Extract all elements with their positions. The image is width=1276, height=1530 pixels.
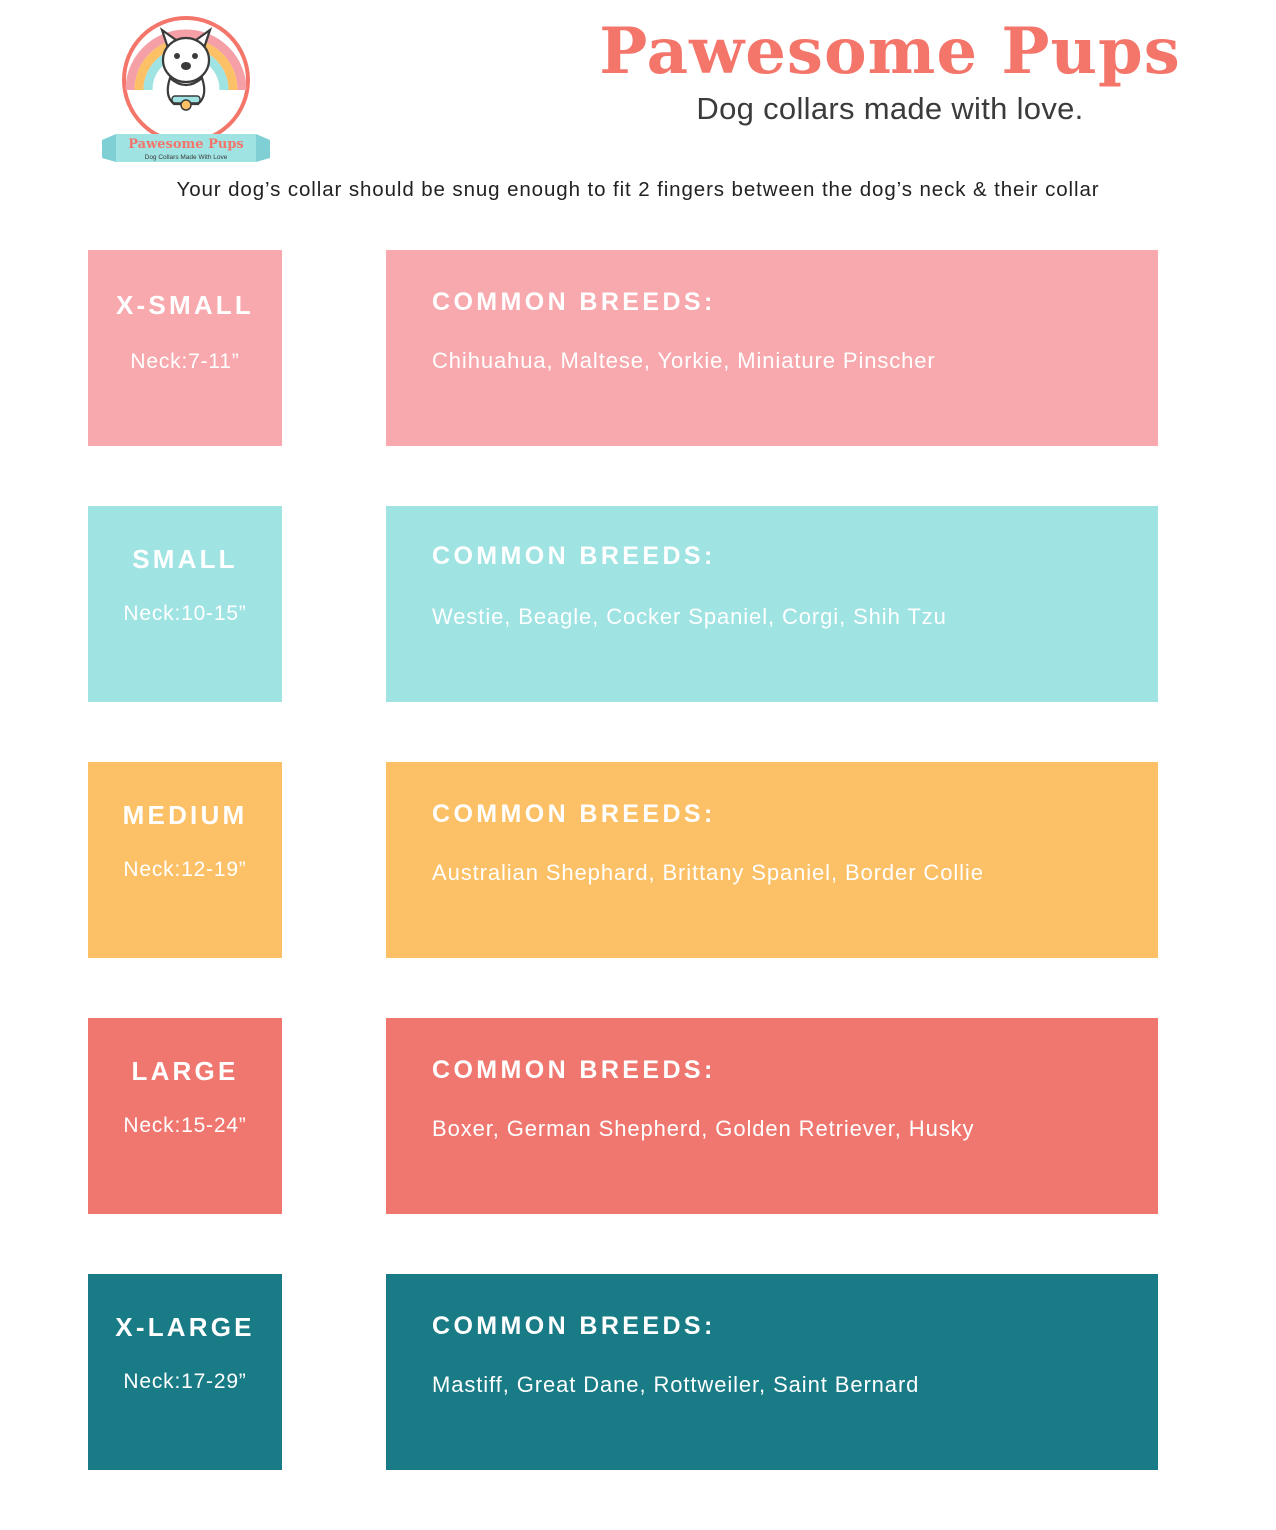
brand-title: Pawesome Pups	[599, 14, 1181, 89]
size-row	[0, 506, 1276, 702]
neck-measurement: Neck:15-24”	[123, 1114, 247, 1137]
common-breeds-label: COMMON BREEDS:	[432, 288, 716, 316]
size-row	[0, 1274, 1276, 1470]
size-label: X-SMALL	[116, 290, 254, 320]
breeds-box-medium	[386, 762, 1158, 958]
size-label: MEDIUM	[122, 800, 248, 830]
common-breeds-label: COMMON BREEDS:	[432, 1056, 716, 1084]
size-box-x-small	[88, 250, 282, 446]
size-chart	[0, 250, 1276, 1530]
logo-subtitle-text: Dog Collars Made With Love	[144, 154, 228, 161]
breeds-list: Australian Shephard, Brittany Spaniel, Border Collie	[432, 860, 984, 885]
breeds-box-x-small	[386, 250, 1158, 446]
breeds-list: Boxer, German Shepherd, Golden Retriever, Husky	[432, 1116, 975, 1141]
breeds-box-small	[386, 506, 1158, 702]
brand-logo	[96, 8, 276, 168]
neck-measurement: Neck:10-15”	[123, 602, 247, 625]
neck-measurement: Neck:7-11”	[130, 350, 240, 373]
size-box-small	[88, 506, 282, 702]
neck-measurement: Neck:12-19”	[123, 858, 247, 881]
brand-block	[560, 14, 1220, 127]
page-header	[0, 0, 1276, 201]
size-box-medium	[88, 762, 282, 958]
brand-tagline: Dog collars made with love.	[696, 91, 1084, 127]
breeds-list: Mastiff, Great Dane, Rottweiler, Saint Bernard	[432, 1372, 920, 1397]
size-box-x-large	[88, 1274, 282, 1470]
breeds-list: Chihuahua, Maltese, Yorkie, Miniature Pinscher	[432, 348, 936, 373]
size-label: SMALL	[132, 544, 238, 574]
size-row	[0, 1018, 1276, 1214]
size-row	[0, 250, 1276, 446]
size-box-large	[88, 1018, 282, 1214]
size-label: X-LARGE	[115, 1312, 255, 1342]
size-label: LARGE	[131, 1056, 239, 1086]
common-breeds-label: COMMON BREEDS:	[432, 542, 716, 570]
neck-measurement: Neck:17-29”	[123, 1370, 247, 1393]
size-row	[0, 762, 1276, 958]
breeds-list: Westie, Beagle, Cocker Spaniel, Corgi, Shih Tzu	[432, 604, 947, 629]
logo-title-text: Pawesome Pups	[128, 137, 244, 152]
breeds-box-x-large	[386, 1274, 1158, 1470]
common-breeds-label: COMMON BREEDS:	[432, 1312, 716, 1340]
breeds-box-large	[386, 1018, 1158, 1214]
common-breeds-label: COMMON BREEDS:	[432, 800, 716, 828]
fit-instruction-note: Your dog’s collar should be snug enough to fit 2 fingers between the dog’s neck & their collar	[176, 178, 1100, 201]
